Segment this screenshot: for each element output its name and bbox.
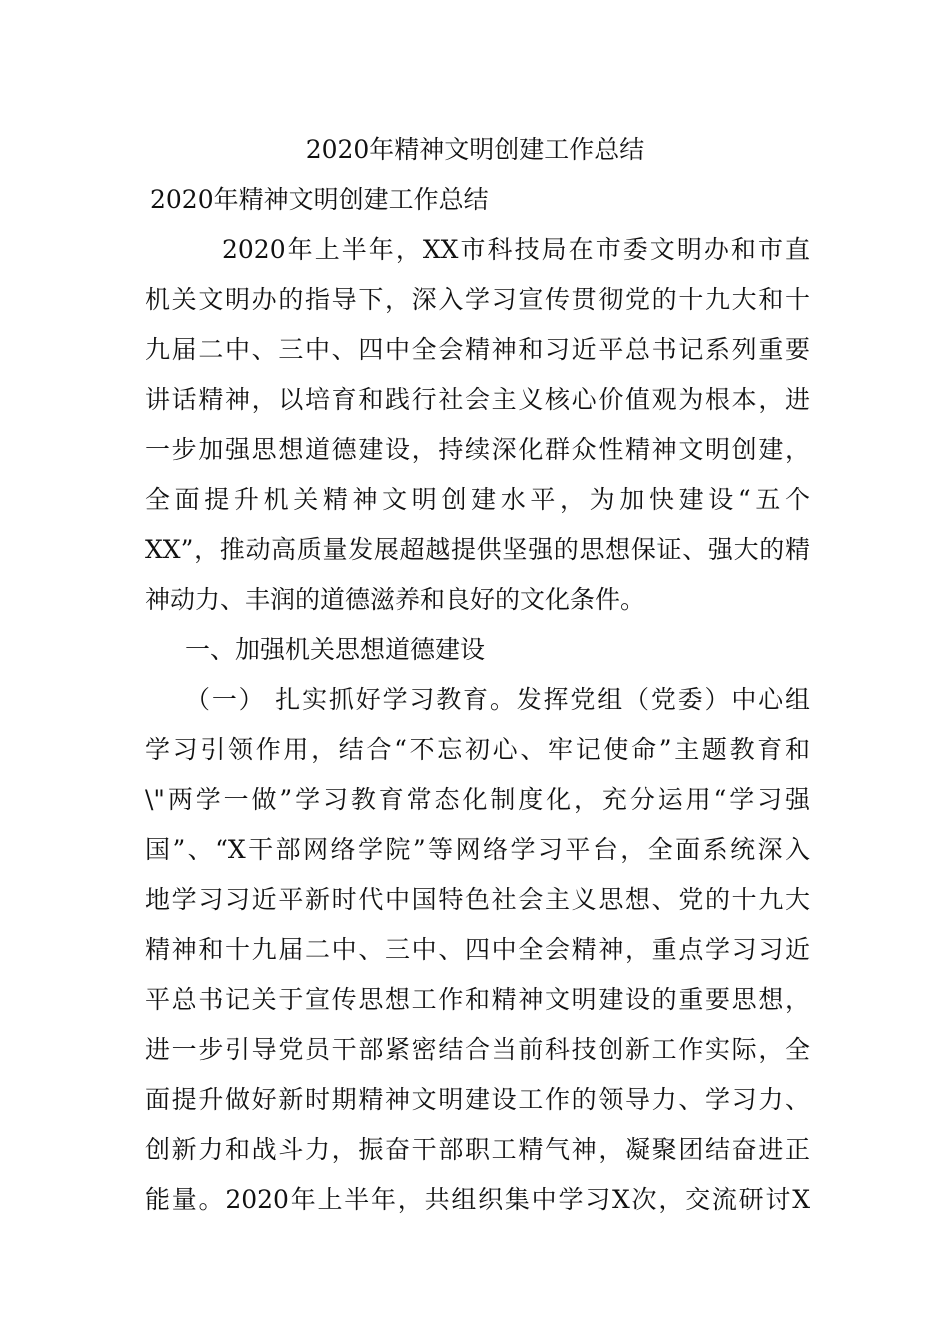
paragraph-line: 国”、“X干部网络学院”等网络学习平台，全面系统深入 bbox=[145, 835, 810, 864]
paragraph-line: 全面提升机关精神文明创建水平，为加快建设“五个 bbox=[145, 485, 810, 514]
paragraph-line: XX”，推动高质量发展超越提供坚强的思想保证、强大的精 bbox=[145, 535, 810, 564]
paragraph-line: 2020年上半年，XX市科技局在市委文明办和市直 bbox=[222, 235, 810, 264]
section-heading: 一、加强机关思想道德建设 bbox=[185, 635, 486, 664]
paragraph-line: 能量。2020年上半年，共组织集中学习X次，交流研讨X bbox=[145, 1185, 810, 1214]
paragraph-line: 神动力、丰润的道德滋养和良好的文化条件。 bbox=[145, 585, 646, 614]
paragraph-line: 平总书记关于宣传思想工作和精神文明建设的重要思想， bbox=[145, 985, 810, 1014]
paragraph-line: \"两学一做”学习教育常态化制度化，充分运用“学习强 bbox=[145, 785, 810, 814]
paragraph-line: 精神和十九届二中、三中、四中全会精神，重点学习习近 bbox=[145, 935, 810, 964]
paragraph-line: 讲话精神，以培育和践行社会主义核心价值观为根本，进 bbox=[145, 385, 810, 414]
document-subtitle: 2020年精神文明创建工作总结 bbox=[150, 185, 489, 214]
paragraph-line: （一） 扎实抓好学习教育。发挥党组（党委）中心组 bbox=[185, 685, 810, 714]
paragraph-line: 九届二中、三中、四中全会精神和习近平总书记系列重要 bbox=[145, 335, 810, 364]
paragraph-line: 进一步引导党员干部紧密结合当前科技创新工作实际，全 bbox=[145, 1035, 810, 1064]
paragraph-line: 机关文明办的指导下，深入学习宣传贯彻党的十九大和十 bbox=[145, 285, 810, 314]
paragraph-line: 地学习习近平新时代中国特色社会主义思想、党的十九大 bbox=[145, 885, 810, 914]
paragraph-line: 创新力和战斗力，振奋干部职工精气神，凝聚团结奋进正 bbox=[145, 1135, 810, 1164]
paragraph-line: 学习引领作用，结合“不忘初心、牢记使命”主题教育和 bbox=[145, 735, 810, 764]
paragraph-line: 一步加强思想道德建设，持续深化群众性精神文明创建， bbox=[145, 435, 810, 464]
paragraph-line: 面提升做好新时期精神文明建设工作的领导力、学习力、 bbox=[145, 1085, 810, 1114]
document-title: 2020年精神文明创建工作总结 bbox=[305, 135, 645, 164]
